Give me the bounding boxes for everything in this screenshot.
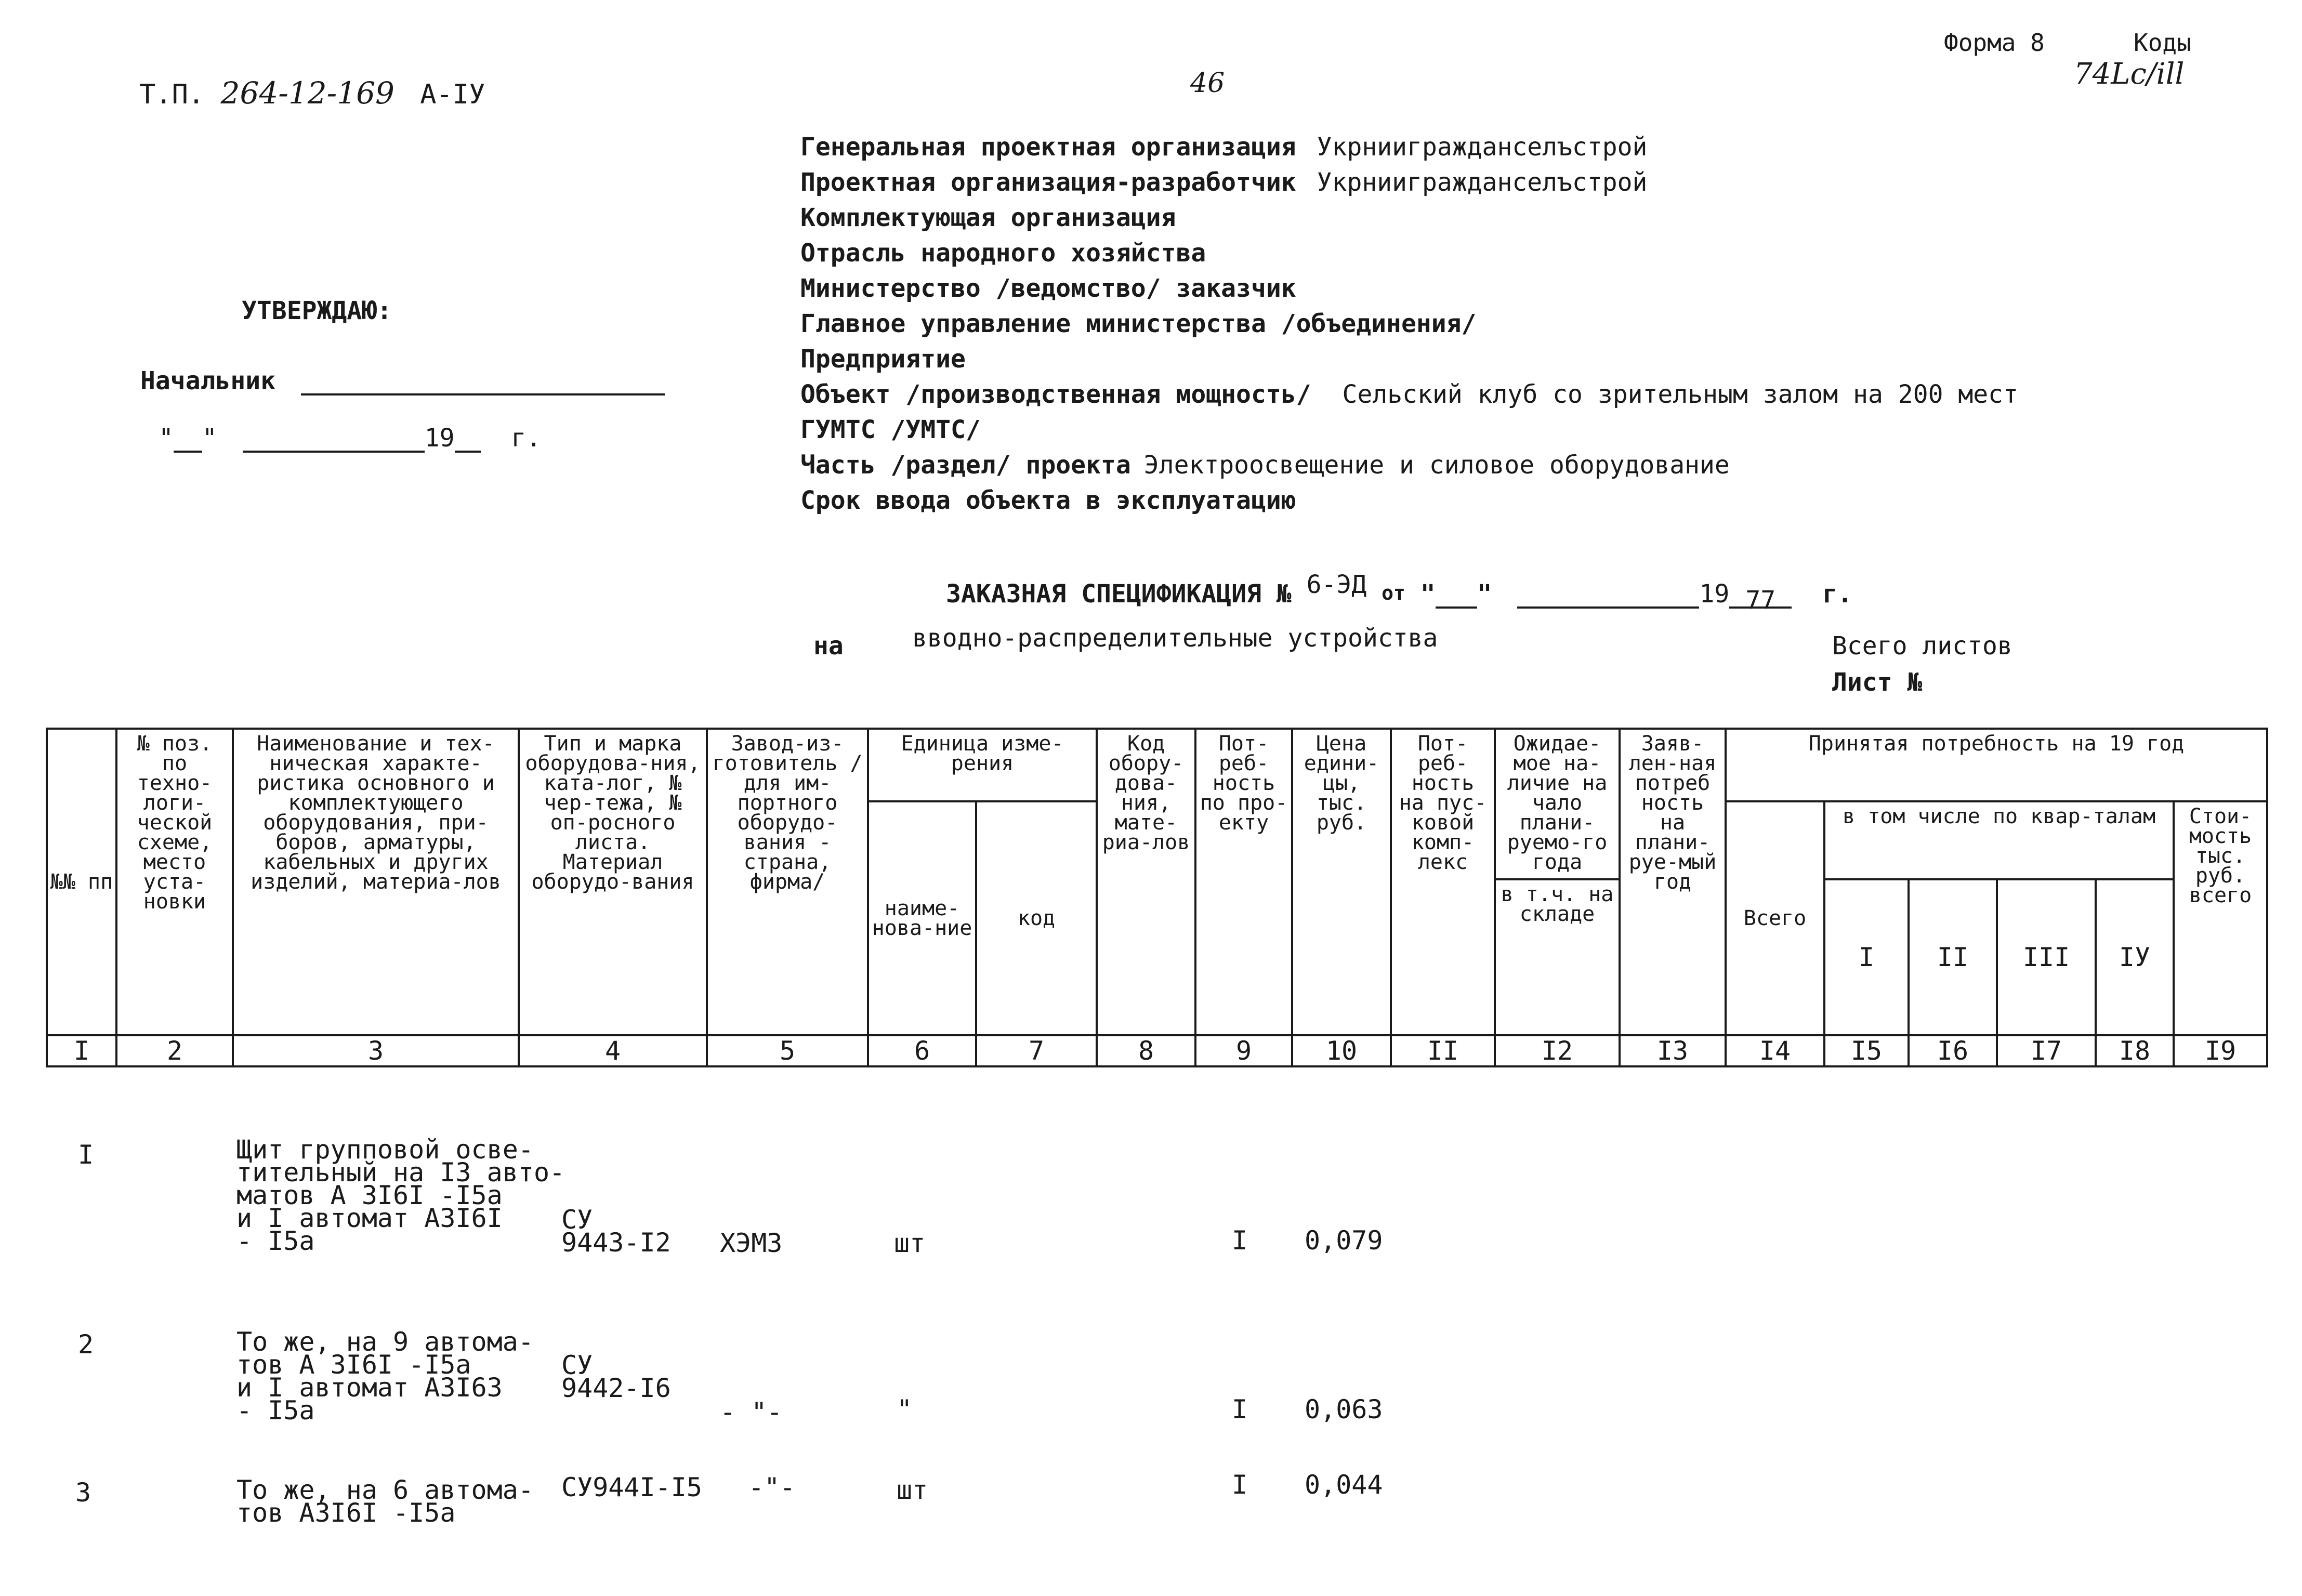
- year-line: [455, 430, 481, 453]
- col-header-price: Цена едини-цы, тыс. руб.: [1292, 729, 1391, 1035]
- column-number: 3: [233, 1035, 519, 1066]
- col-header-number: №№ пп: [47, 729, 116, 1035]
- quote-close: ": [1477, 579, 1492, 609]
- row-qty: I: [1232, 1470, 1248, 1500]
- row-type-line: 9442-I6: [561, 1373, 671, 1403]
- column-number: I5: [1824, 1035, 1909, 1066]
- spec-title: ЗАКАЗНАЯ СПЕЦИФИКАЦИЯ №: [946, 579, 1292, 609]
- field-value: Сельский клуб со зрительным залом на 200 мест: [1342, 380, 2018, 409]
- spec-year-suffix: г.: [1822, 579, 1852, 609]
- column-number: 5: [707, 1035, 868, 1066]
- column-number: 9: [1195, 1035, 1292, 1066]
- row-type: [561, 1350, 671, 1403]
- row-qty: I: [1232, 1225, 1248, 1256]
- field-developer-org: [800, 168, 1647, 197]
- row-type: [561, 1205, 671, 1258]
- column-number: 4: [519, 1035, 707, 1066]
- col-header-need-project: Пот-реб-ность по про-екту: [1195, 729, 1292, 1035]
- col-header-type: Тип и марка оборудова-ния, ката-лог, № чер-тежа, № оп-росного листа. Материал оборудо-вания: [519, 729, 707, 1035]
- spec-subject: вводно-распределительные устройства: [912, 624, 1438, 653]
- col-header-position: № поз. по техно-логи-ческой схеме, место уста-новки: [116, 729, 233, 1035]
- row-price: 0,044: [1305, 1470, 1383, 1500]
- field-label: Отрасль народного хозяйства: [800, 239, 1206, 268]
- chief-signature-line: [301, 373, 665, 395]
- column-number: I4: [1726, 1035, 1824, 1066]
- day-line: [174, 430, 202, 453]
- spec-month-line: [1517, 586, 1699, 609]
- row-name-line: матов А 3I6I -I5а: [236, 1180, 503, 1210]
- sheet-label: Лист №: [1832, 668, 1923, 697]
- column-number: II: [1391, 1035, 1495, 1066]
- row-number: 2: [78, 1329, 94, 1360]
- field-label: Министерство /ведомство/ заказчик: [800, 274, 1296, 303]
- row-name-line: Щит групповой осве-: [236, 1135, 534, 1165]
- field-value: Электроосвещение и силовое оборудование: [1143, 451, 1730, 480]
- col-header-cost: Стои-мость тыс. руб. всего: [2174, 801, 2267, 1035]
- col-header-accepted: Принятая потребность на 19 год: [1726, 729, 2267, 801]
- row-maker: - "-: [720, 1397, 783, 1427]
- total-sheets-label: Всего листов: [1832, 631, 2012, 661]
- year-prefix: 19: [424, 424, 455, 453]
- spec-on-label: на: [813, 631, 844, 661]
- field-commissioning-date: [800, 486, 1296, 515]
- page-number: 46: [1190, 68, 1225, 99]
- col-header-expected: Ожидае-мое на-личие на чало плани-руемо-го года: [1495, 729, 1620, 879]
- col-header-in-stock: в т.ч. на складе: [1495, 879, 1620, 1035]
- column-number: I2: [1495, 1035, 1620, 1066]
- row-name-line: и I автомат А3I63: [236, 1373, 503, 1403]
- field-label: Часть /раздел/ проекта: [800, 451, 1131, 480]
- tp-label-row: [139, 75, 485, 111]
- column-number: 6: [868, 1035, 976, 1066]
- column-number: 7: [976, 1035, 1097, 1066]
- field-enterprise: [800, 345, 966, 374]
- spec-year-value: 77: [1729, 586, 1792, 609]
- col-header-need-startup: Пот-реб-ность на пус-ковой комп-лекс: [1391, 729, 1495, 1035]
- col-header-unit-code: код: [976, 801, 1097, 1035]
- col-header-q2: II: [1909, 879, 1997, 1035]
- quote-open: ": [159, 424, 174, 453]
- row-name: [236, 1135, 565, 1256]
- col-header-total: Всего: [1726, 801, 1824, 1035]
- field-object: [800, 380, 2018, 409]
- col-header-quarters: в том числе по квар-талам: [1824, 801, 2174, 879]
- tp-label: Т.П.: [139, 79, 205, 110]
- field-industry: [800, 239, 1206, 268]
- row-number: 3: [75, 1478, 91, 1508]
- field-value: Укрниигражданселъстрой: [1317, 168, 1648, 197]
- field-ministry: [800, 274, 1296, 303]
- month-line: [243, 430, 425, 453]
- approve-date-row: [159, 424, 541, 453]
- col-header-q1: I: [1824, 879, 1909, 1035]
- row-name-line: тов А3I6I -I5а: [236, 1498, 456, 1528]
- column-number: 8: [1097, 1035, 1195, 1066]
- column-number: I8: [2096, 1035, 2174, 1066]
- spec-year-prefix: 19: [1699, 579, 1730, 609]
- row-name-line: тов А 3I6I -I5а: [236, 1350, 471, 1380]
- field-value: Укрниигражданселъстрой: [1317, 133, 1648, 162]
- chief-row: [140, 366, 665, 395]
- column-number: I7: [1997, 1035, 2096, 1066]
- tp-number: 264-12-169: [220, 75, 394, 111]
- field-supplier-org: [800, 203, 1176, 232]
- col-header-code: Код обору-дова-ния, мате-риа-лов: [1097, 729, 1195, 1035]
- row-unit: шт: [894, 1228, 926, 1258]
- spec-day-line: [1436, 586, 1477, 609]
- row-name-line: То же, на 9 автома-: [236, 1327, 534, 1357]
- row-name-line: тительный на I3 авто-: [236, 1157, 565, 1188]
- row-type-line: СУ: [561, 1205, 593, 1235]
- row-maker: -"-: [748, 1472, 796, 1502]
- row-name: [236, 1327, 534, 1426]
- column-number: I9: [2174, 1035, 2267, 1066]
- column-number: I: [47, 1035, 116, 1066]
- col-header-q4: IУ: [2096, 879, 2174, 1035]
- form-label: Форма 8: [1944, 29, 2045, 57]
- row-maker: ХЭМЗ: [720, 1228, 783, 1258]
- album-label: А-IУ: [420, 79, 485, 110]
- spec-table: [46, 728, 2268, 1067]
- col-header-unit-name: наиме-нова-ние: [868, 801, 976, 1035]
- column-number: I3: [1620, 1035, 1726, 1066]
- field-project-part: [800, 451, 1730, 480]
- field-label: Комплектующая организация: [800, 203, 1176, 232]
- spec-title-row: [946, 570, 1852, 615]
- field-label: Главное управление министерства /объединения/: [800, 309, 1477, 338]
- row-type-line: СУ: [561, 1350, 593, 1380]
- column-number: 2: [116, 1035, 233, 1066]
- row-price: 0,079: [1305, 1225, 1383, 1256]
- row-name-line: - I5а: [236, 1226, 315, 1256]
- column-number: 10: [1292, 1035, 1391, 1066]
- row-name-line: и I автомат А3I6I: [236, 1203, 503, 1233]
- approve-title: УТВЕРЖДАЮ:: [242, 296, 392, 325]
- field-gumts: [800, 415, 981, 444]
- field-label: Генеральная проектная организация: [800, 133, 1296, 162]
- field-label: Предприятие: [800, 345, 966, 374]
- field-label: ГУМТС /УМТС/: [800, 415, 981, 444]
- spec-from: от: [1382, 582, 1405, 604]
- column-number-row: [47, 1035, 2267, 1066]
- row-unit: ": [897, 1394, 913, 1424]
- row-type: [561, 1472, 702, 1502]
- row-name: [236, 1475, 534, 1528]
- column-number: I6: [1909, 1035, 1997, 1066]
- row-price: 0,063: [1305, 1394, 1383, 1424]
- col-header-name: Наименование и тех-ническая характе-ристика основного и комплектующего оборудования, при-боров, арматуры, кабельных и других изделий, материа-лов: [233, 729, 519, 1035]
- field-label: Срок ввода объекта в эксплуатацию: [800, 486, 1296, 515]
- row-qty: I: [1232, 1394, 1248, 1424]
- col-header-q3: III: [1997, 879, 2096, 1035]
- row-unit: шт: [897, 1475, 928, 1505]
- chief-label: Начальник: [140, 366, 276, 395]
- row-number: I: [78, 1140, 94, 1170]
- year-suffix: г.: [511, 424, 542, 453]
- field-directorate: [800, 309, 1476, 338]
- row-type-line: СУ944I-I5: [561, 1472, 702, 1502]
- quote-open: ": [1420, 579, 1436, 609]
- row-name-line: То же, на 6 автома-: [236, 1475, 534, 1505]
- row-type-line: 9443-I2: [561, 1228, 671, 1258]
- field-label: Объект /производственная мощность/: [800, 380, 1311, 409]
- col-header-maker: Завод-из-готовитель /для им-портного оборудо-вания - страна, фирма/: [707, 729, 868, 1035]
- field-label: Проектная организация-разработчик: [800, 168, 1296, 197]
- quote-close: ": [202, 424, 217, 453]
- field-general-org: [800, 133, 1647, 162]
- col-header-unit: Единица изме-рения: [868, 729, 1097, 801]
- row-name-line: - I5а: [236, 1395, 315, 1426]
- codes-value: 74Lc/ill: [2074, 57, 2185, 91]
- spec-number: 6-ЭД: [1306, 570, 1367, 599]
- col-header-declared: Заяв-лен-ная потреб ность на плани-руе-мый год: [1620, 729, 1726, 1035]
- codes-label: Коды: [2134, 29, 2191, 57]
